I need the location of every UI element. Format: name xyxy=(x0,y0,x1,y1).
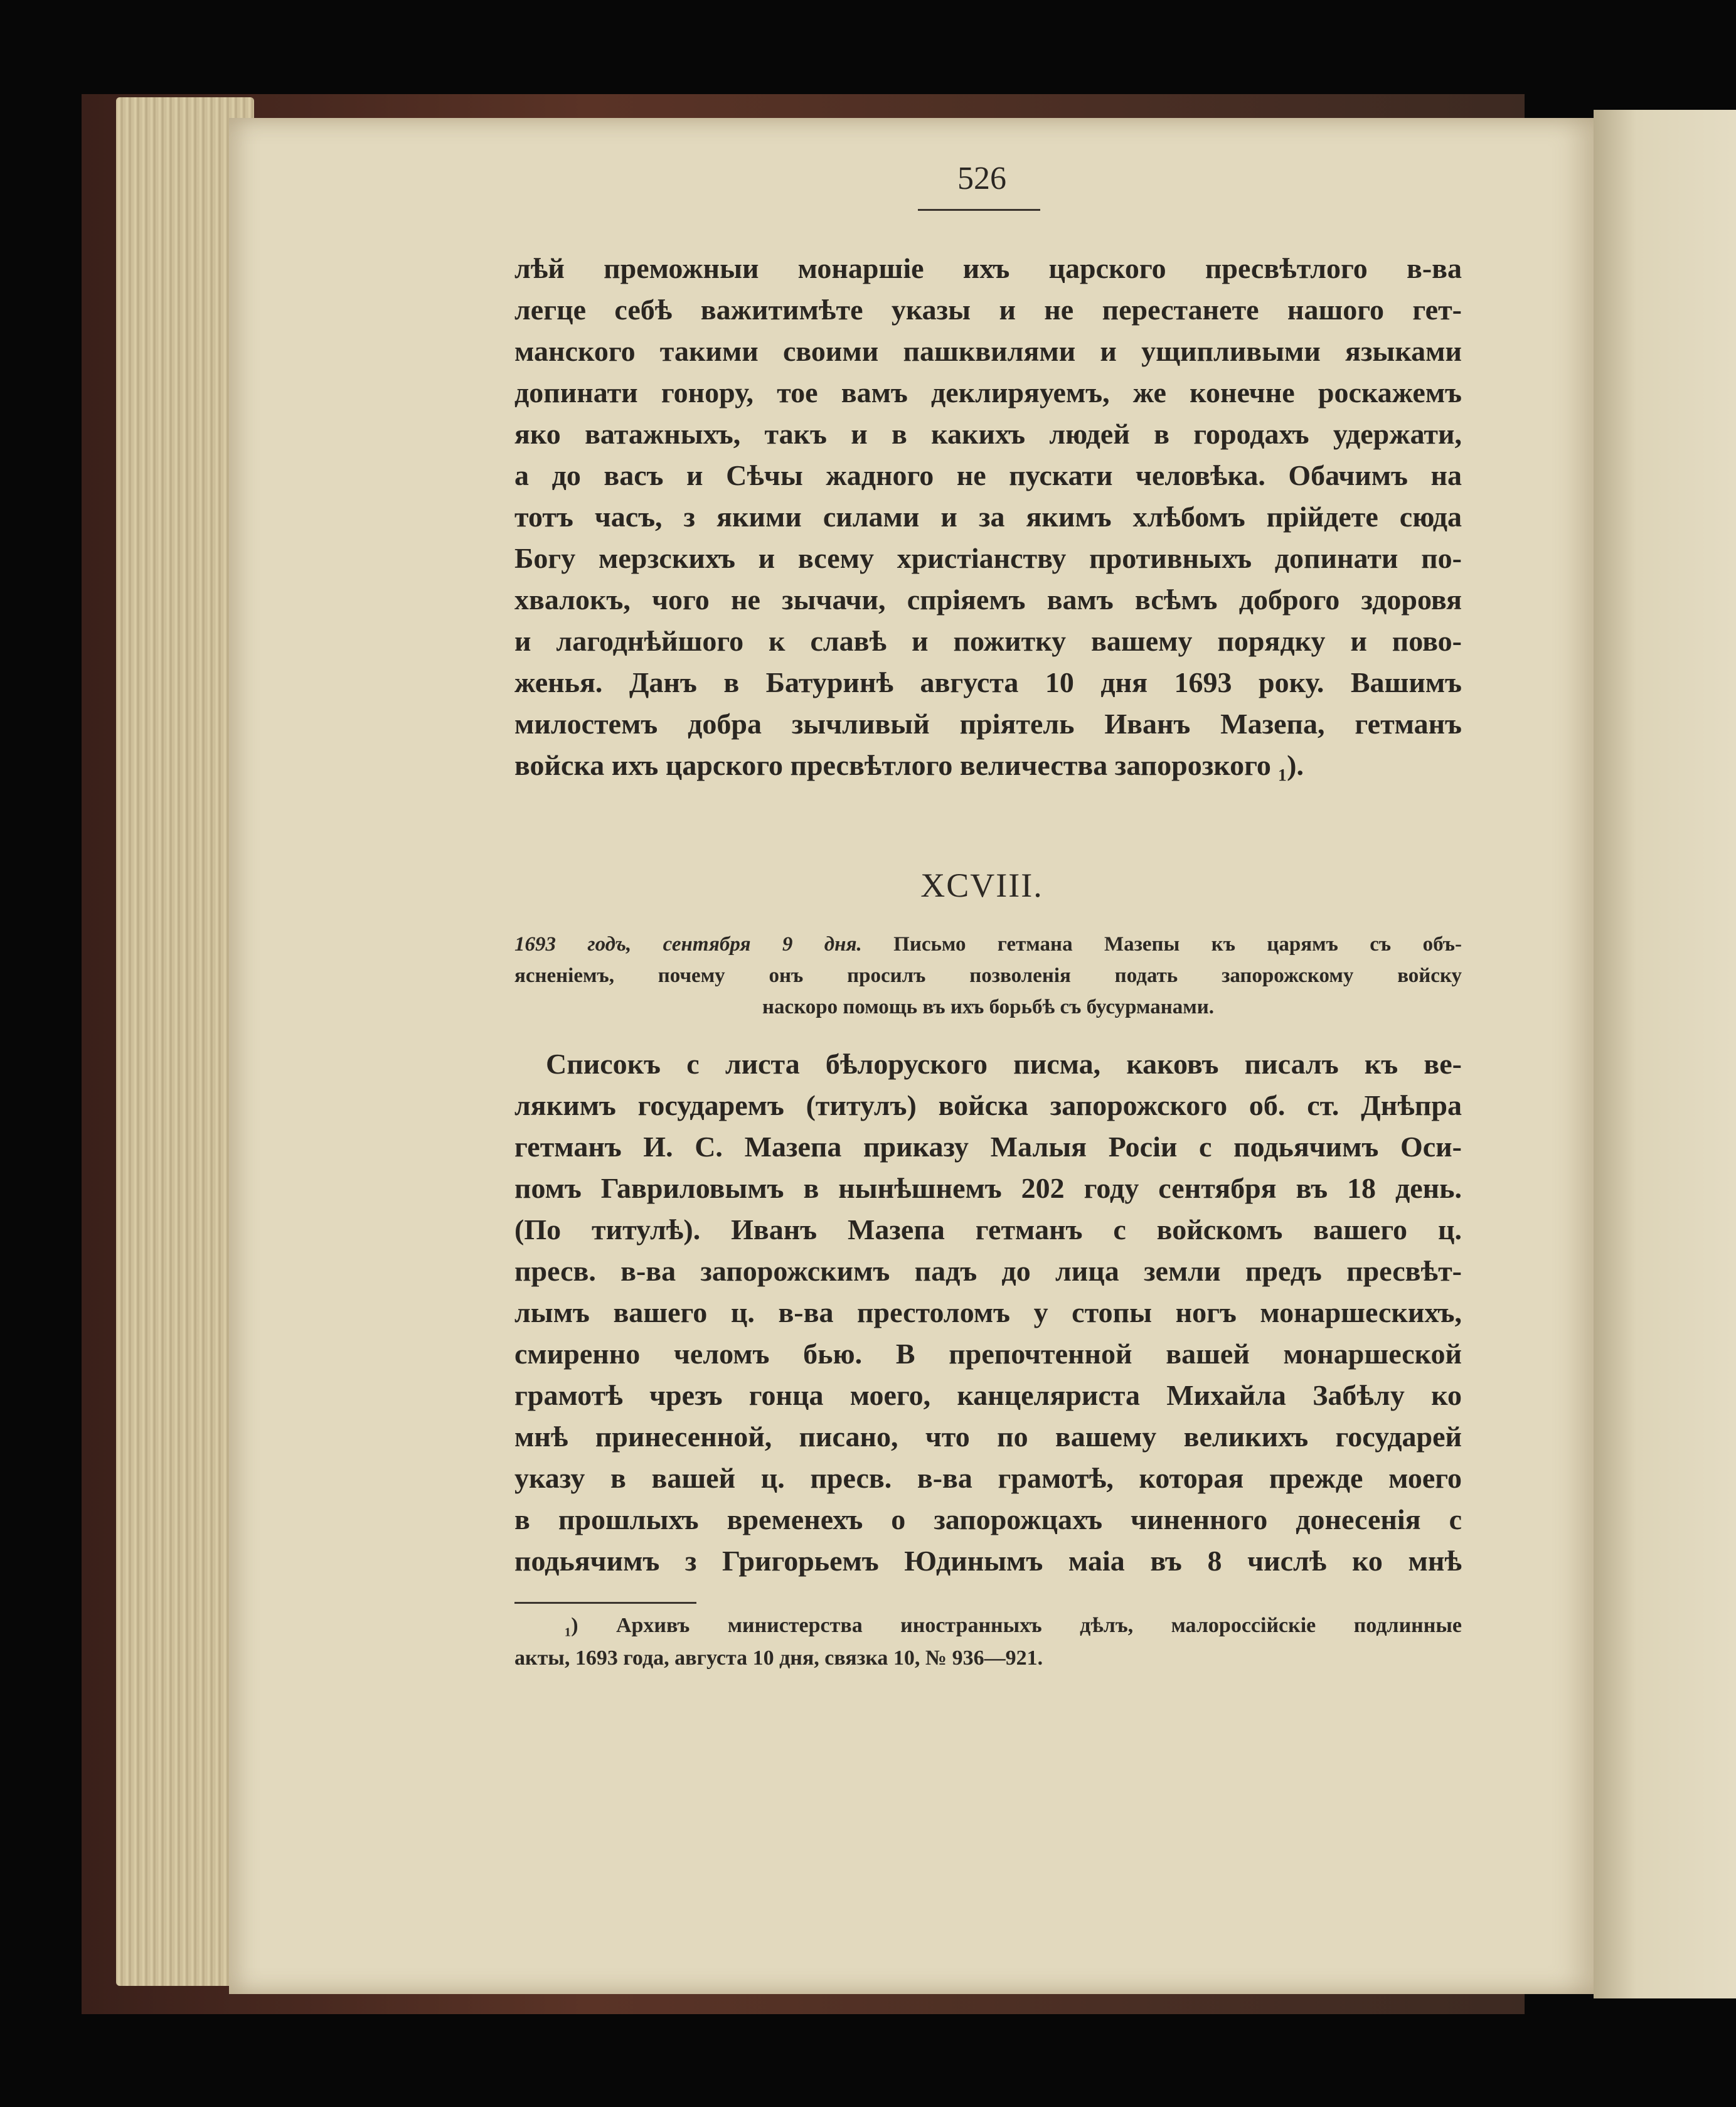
text-line: манского такими своими пашквилями и ущипливыми языками xyxy=(514,335,1462,367)
footnote-rule xyxy=(514,1602,696,1604)
text-line: грамотѣ чрезъ гонца моего, канцеляриста Михайла Забѣлу ко xyxy=(514,1379,1462,1411)
page-number: 526 xyxy=(957,161,1006,196)
text-line: гетманъ И. С. Мазепа приказу Малыя Росіи с подьячимъ Оси- xyxy=(514,1131,1462,1163)
text-line: помъ Гавриловымъ в нынѣшнемъ 202 году сентября въ 18 день. xyxy=(514,1172,1462,1204)
document-heading xyxy=(514,929,1462,1023)
top-paragraph xyxy=(514,248,1462,786)
text-line: лякимъ государемъ (титулъ) войска запорожского об. ст. Днѣпра xyxy=(514,1089,1462,1121)
text-line: тотъ часъ, з якими силами и за якимъ хлѣбомъ прійдете сюда xyxy=(514,501,1462,533)
section-number: XCVIII. xyxy=(920,867,1043,904)
text-line: в прошлыхъ временехъ о запорожцахъ чиненного донесенія с xyxy=(514,1503,1462,1535)
text-line: войска ихъ царского пресвѣтлого величества запорозкого ₁). xyxy=(514,749,1304,781)
text-line: допинати гонору, тое вамъ деклиряуемъ, же конечне роскажемъ xyxy=(514,376,1462,408)
text-line: Списокъ с листа бѣлоруского писма, каковъ писалъ къ ве- xyxy=(546,1048,1462,1080)
text-line: хвалокъ, чого не зычачи, спріяемъ вамъ всѣмъ доброго здоровя xyxy=(514,584,1462,616)
body-paragraph xyxy=(514,1043,1462,1582)
text-line: Богу мерзскихъ и всему христіанству противныхъ допинати по- xyxy=(514,542,1462,574)
heading-line: ясненіемъ, почему онъ просилъ позволенія подать запорожскому войску xyxy=(514,964,1462,987)
footnote-line: акты, 1693 года, августа 10 дня, связка 10, № 936—921. xyxy=(514,1646,1043,1670)
text-line: женья. Данъ в Батуринѣ августа 10 дня 1693 року. Вашимъ xyxy=(514,666,1462,698)
text-line: лѣй преможныи монаршіе ихъ царского пресвѣтлого в-ва xyxy=(514,252,1462,284)
heading-line xyxy=(514,929,1462,960)
heading-title: Письмо гетмана Мазепы къ царямъ съ объ- xyxy=(893,933,1462,956)
text-line: (По титулѣ). Иванъ Мазепа гетманъ с войскомъ вашего ц. xyxy=(514,1214,1462,1246)
text-line: лымъ вашего ц. в-ва престоломъ у стопы ногъ монаршескихъ, xyxy=(514,1296,1462,1328)
text-line: а до васъ и Сѣчы жадного не пускати человѣка. Обачимъ на xyxy=(514,459,1462,491)
text-line: милостемъ добра зычливый пріятель Иванъ Мазепа, гетманъ xyxy=(514,708,1462,740)
footnotes xyxy=(514,1609,1462,1675)
text-line: подьячимъ з Григорьемъ Юдинымъ маіа въ 8 числѣ ко мнѣ xyxy=(514,1545,1462,1577)
text-line: яко ватажныхъ, такъ и в какихъ людей в городахъ удержати, xyxy=(514,418,1462,450)
text-line: указу в вашей ц. пресв. в-ва грамотѣ, которая прежде моего xyxy=(514,1462,1462,1494)
next-page-edge xyxy=(1594,110,1736,1998)
text-line: легце себѣ важитимѣте указы и не перестанете нашого гет- xyxy=(514,294,1462,326)
text-line: и лагоднѣйшого к славѣ и пожитку вашему порядку и пово- xyxy=(514,625,1462,657)
text-line: мнѣ принесенной, писано, что по вашему великихъ государей xyxy=(514,1421,1462,1453)
footnote-line: ₁) Архивъ министерства иностранныхъ дѣлъ, малороссійскіе подлинные xyxy=(565,1614,1462,1637)
text-line: пресв. в-ва запорожскимъ падъ до лица земли предъ пресвѣт- xyxy=(514,1255,1462,1287)
text-line: смиренно челомъ бью. В препочтенной вашей монаршеской xyxy=(514,1338,1462,1370)
page-number-rule xyxy=(918,209,1040,211)
heading-date: 1693 годъ, сентября 9 дня. xyxy=(514,933,862,956)
heading-line: наскоро помощь въ ихъ борьбѣ съ бусурманами. xyxy=(762,996,1214,1018)
